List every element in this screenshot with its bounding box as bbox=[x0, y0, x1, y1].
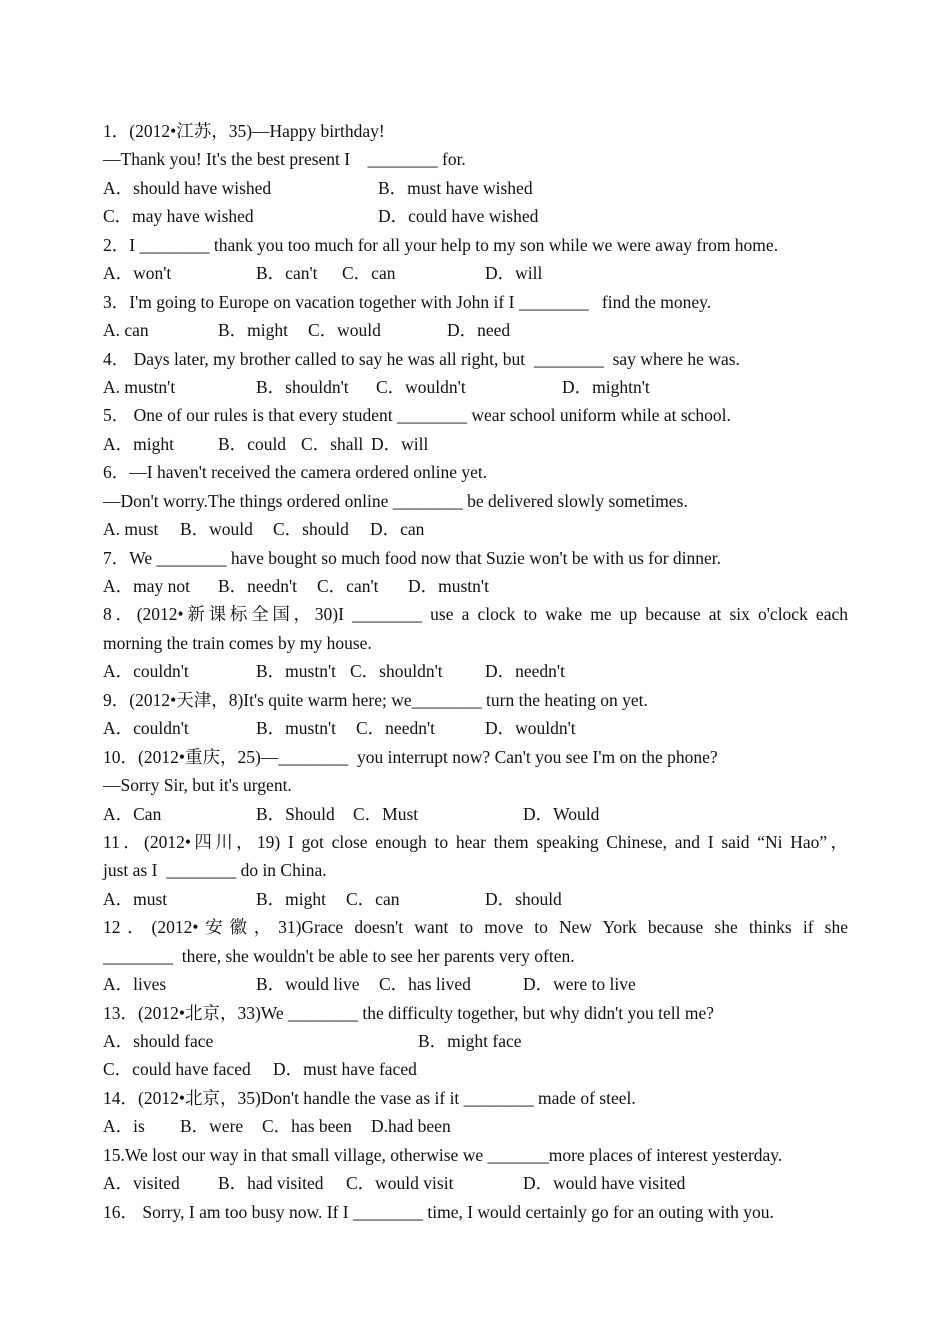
question-9-options bbox=[103, 714, 848, 742]
question-11-stem: 11．(2012•四川，19) I got close enough to hear them speaking Chinese, and I said “Ni Hao”， bbox=[103, 831, 848, 852]
option-c: C．shouldn't bbox=[350, 661, 443, 682]
question-13-options-row-2 bbox=[103, 1055, 848, 1083]
option-c: C．has been bbox=[262, 1116, 352, 1137]
question-16-stem: 16． Sorry, I am too busy now. If I ________ time, I would certainly go for an outing with you. bbox=[103, 1201, 774, 1222]
option-c: C．may have wished bbox=[103, 206, 254, 227]
option-d: D．will bbox=[371, 433, 429, 454]
option-a: A. must bbox=[103, 519, 159, 540]
option-b: B．might bbox=[218, 320, 289, 341]
option-c: C．has lived bbox=[379, 974, 471, 995]
option-d: D．wouldn't bbox=[485, 718, 576, 739]
question-4-stem: 4． Days later, my brother called to say he was all right, but ________ say where he was. bbox=[103, 348, 740, 369]
option-c: C．should bbox=[273, 519, 349, 540]
option-c: C．shall bbox=[301, 433, 364, 454]
question-15-stem: 15.We lost our way in that small village, otherwise we _______more places of interest yesterday. bbox=[103, 1144, 783, 1165]
option-c: C．needn't bbox=[356, 718, 435, 739]
option-a: A．should have wished bbox=[103, 177, 272, 198]
option-d: D．can bbox=[370, 519, 425, 540]
option-d: D．should bbox=[485, 888, 562, 909]
question-1-stem: 1．(2012•江苏，35)—Happy birthday! bbox=[103, 121, 385, 141]
option-a: A. can bbox=[103, 320, 149, 341]
option-a: A．won't bbox=[103, 263, 172, 284]
option-c: C．can bbox=[342, 263, 396, 284]
option-b: B．might bbox=[256, 888, 327, 909]
option-b: B．needn't bbox=[218, 576, 297, 596]
question-14-options bbox=[103, 1112, 848, 1140]
option-b: B．can't bbox=[256, 263, 318, 284]
option-a: A．couldn't bbox=[103, 661, 189, 682]
option-a: A．couldn't bbox=[103, 718, 189, 739]
question-7-stem: 7．We ________ have bought so much food now that Suzie won't be with us for dinner. bbox=[103, 547, 722, 568]
question-9-stem: 9．(2012•天津，8)It's quite warm here; we________ turn the heating on yet. bbox=[103, 689, 648, 710]
option-a: A．visited bbox=[103, 1173, 180, 1194]
option-d: D．could have wished bbox=[378, 206, 539, 227]
option-b: B．mustn't bbox=[256, 661, 336, 682]
option-c: C．wouldn't bbox=[376, 376, 466, 397]
option-a: A．should face bbox=[103, 1031, 214, 1051]
question-1-options-row-2 bbox=[103, 202, 848, 230]
option-b: B．Should bbox=[256, 803, 335, 824]
option-d: D．will bbox=[485, 263, 543, 284]
question-3-options bbox=[103, 316, 848, 344]
exercise-list bbox=[103, 117, 848, 1226]
option-c: C．would visit bbox=[346, 1173, 454, 1194]
question-8-stem: 8．(2012•新课标全国，30)I ________ use a clock to wake me up because at six o'clock each bbox=[103, 604, 848, 625]
question-5-options bbox=[103, 430, 848, 458]
question-14-stem: 14．(2012•北京，35)Don't handle the vase as if it ________ made of steel. bbox=[103, 1087, 636, 1108]
question-4-options bbox=[103, 373, 848, 401]
option-a: A．lives bbox=[103, 974, 167, 995]
question-3-stem: 3．I'm going to Europe on vacation together with John if I ________ find the money. bbox=[103, 291, 712, 312]
question-6-reply: —Don't worry.The things ordered online ________ be delivered slowly sometimes. bbox=[103, 490, 688, 511]
question-11-options bbox=[103, 885, 848, 913]
option-d: D．must have faced bbox=[273, 1059, 417, 1080]
question-6-stem: 6．—I haven't received the camera ordered online yet. bbox=[103, 462, 488, 483]
question-6-options bbox=[103, 515, 848, 543]
option-b: B．would live bbox=[256, 974, 360, 995]
option-b: B．were bbox=[180, 1116, 244, 1137]
option-a: A．may not bbox=[103, 576, 191, 596]
option-a: A. mustn't bbox=[103, 376, 176, 397]
option-d: D．mustn't bbox=[408, 576, 489, 596]
option-c: C．Must bbox=[353, 803, 419, 824]
question-12-stem: 12．(2012•安徽，31)Grace doesn't want to move to New York because she thinks if she bbox=[103, 917, 848, 938]
option-b: B．might face bbox=[418, 1031, 522, 1051]
option-d: D．would have visited bbox=[523, 1173, 686, 1194]
option-a: A．is bbox=[103, 1116, 145, 1137]
option-a: A．must bbox=[103, 888, 168, 909]
option-d: D．were to live bbox=[523, 974, 636, 995]
question-10-stem: 10．(2012•重庆，25)—________ you interrupt now? Can't you see I'm on the phone? bbox=[103, 746, 718, 767]
option-b: B．must have wished bbox=[378, 177, 533, 198]
option-c: C．could have faced bbox=[103, 1059, 251, 1080]
option-d: D.had been bbox=[371, 1116, 451, 1137]
question-11-stem-cont: just as I ________ do in China. bbox=[103, 860, 327, 881]
option-d: D．mightn't bbox=[562, 376, 650, 397]
question-2-stem: 2．I ________ thank you too much for all your help to my son while we were away from home. bbox=[103, 234, 779, 255]
question-10-options bbox=[103, 800, 848, 828]
option-d: D．needn't bbox=[485, 661, 565, 682]
question-8-options bbox=[103, 657, 848, 685]
option-d: D．need bbox=[447, 320, 511, 341]
question-5-stem: 5． One of our rules is that every student ________ wear school uniform while at school. bbox=[103, 405, 731, 426]
question-12-options bbox=[103, 970, 848, 998]
option-b: B．had visited bbox=[218, 1173, 324, 1194]
question-1-options-row-1 bbox=[103, 174, 848, 202]
option-b: B．could bbox=[218, 433, 287, 454]
option-a: A．might bbox=[103, 433, 174, 454]
question-1-reply: —Thank you! It's the best present I ________ for. bbox=[103, 149, 466, 170]
question-12-stem-cont: ________ there, she wouldn't be able to see her parents very often. bbox=[103, 945, 575, 966]
question-13-stem: 13．(2012•北京，33)We ________ the difficulty together, but why didn't you tell me? bbox=[103, 1002, 714, 1023]
question-2-options bbox=[103, 259, 848, 287]
option-d: D．Would bbox=[523, 803, 600, 824]
option-b: B．would bbox=[180, 519, 253, 540]
question-15-options bbox=[103, 1169, 848, 1197]
option-c: C．can bbox=[346, 888, 400, 909]
question-7-options bbox=[103, 572, 848, 600]
question-8-stem-cont: morning the train comes by my house. bbox=[103, 632, 372, 653]
option-c: C．can't bbox=[317, 576, 379, 596]
option-b: B．shouldn't bbox=[256, 376, 349, 397]
question-10-reply: —Sorry Sir, but it's urgent. bbox=[103, 775, 292, 796]
option-c: C．would bbox=[308, 320, 381, 341]
question-13-options-row-1 bbox=[103, 1027, 848, 1055]
option-b: B．mustn't bbox=[256, 718, 336, 739]
option-a: A．Can bbox=[103, 803, 162, 824]
